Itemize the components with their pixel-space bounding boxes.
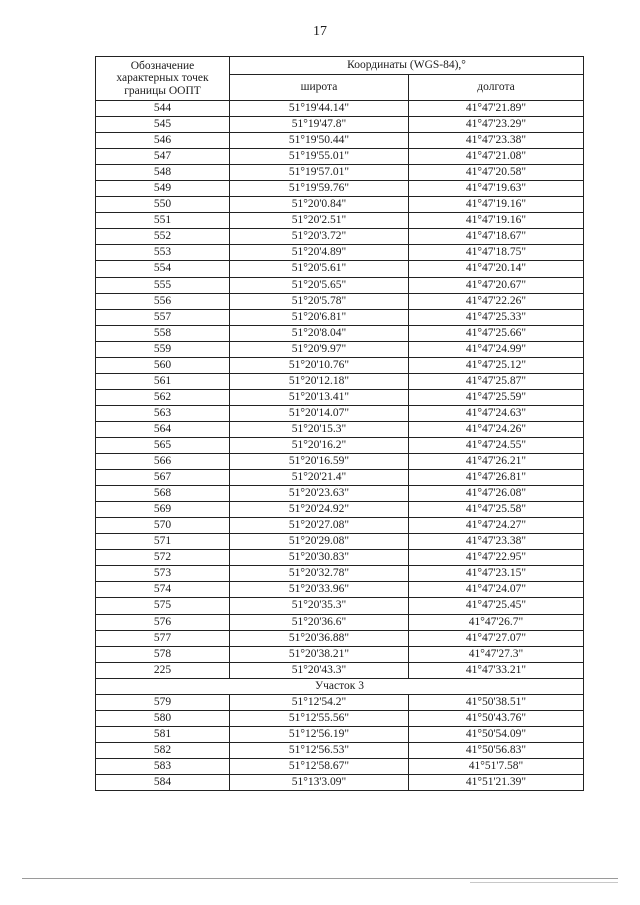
coordinates-table <box>95 56 584 791</box>
table-row <box>96 758 584 774</box>
table-row <box>96 566 584 582</box>
longitude-cell: 41°51'21.39" <box>409 774 584 790</box>
point-id-cell: 548 <box>96 165 230 181</box>
latitude-cell: 51°20'33.96" <box>230 582 409 598</box>
latitude-cell: 51°20'8.04" <box>230 325 409 341</box>
latitude-cell: 51°19'59.76" <box>230 181 409 197</box>
point-id-cell: 556 <box>96 293 230 309</box>
longitude-cell: 41°47'27.3" <box>409 646 584 662</box>
table-row <box>96 421 584 437</box>
table-row <box>96 598 584 614</box>
latitude-cell: 51°20'6.81" <box>230 309 409 325</box>
designation-header-line: границы ООПТ <box>124 84 201 97</box>
longitude-cell: 41°47'22.95" <box>409 550 584 566</box>
longitude-cell: 41°47'24.27" <box>409 518 584 534</box>
longitude-cell: 41°47'25.58" <box>409 502 584 518</box>
point-id-cell: 557 <box>96 309 230 325</box>
table-body <box>96 101 584 791</box>
table-row <box>96 389 584 405</box>
section-title: Участок 3 <box>96 678 584 694</box>
point-id-cell: 580 <box>96 710 230 726</box>
table-row <box>96 229 584 245</box>
longitude-cell: 41°47'24.99" <box>409 341 584 357</box>
point-id-cell: 583 <box>96 758 230 774</box>
latitude-cell: 51°19'57.01" <box>230 165 409 181</box>
table-row <box>96 742 584 758</box>
longitude-cell: 41°47'25.12" <box>409 357 584 373</box>
point-id-cell: 567 <box>96 470 230 486</box>
longitude-cell: 41°47'24.63" <box>409 405 584 421</box>
longitude-cell: 41°51'7.58" <box>409 758 584 774</box>
designation-header <box>96 57 230 101</box>
table-row <box>96 662 584 678</box>
table-header <box>96 57 584 101</box>
latitude-cell: 51°20'21.4" <box>230 470 409 486</box>
latitude-cell: 51°20'5.61" <box>230 261 409 277</box>
point-id-cell: 549 <box>96 181 230 197</box>
latitude-cell: 51°20'0.84" <box>230 197 409 213</box>
latitude-cell: 51°20'43.3" <box>230 662 409 678</box>
latitude-cell: 51°12'54.2" <box>230 694 409 710</box>
latitude-cell: 51°13'3.09" <box>230 774 409 790</box>
longitude-cell: 41°47'25.59" <box>409 389 584 405</box>
table-row <box>96 630 584 646</box>
latitude-cell: 51°20'32.78" <box>230 566 409 582</box>
longitude-cell: 41°47'20.58" <box>409 165 584 181</box>
longitude-cell: 41°47'21.89" <box>409 101 584 117</box>
latitude-cell: 51°20'9.97" <box>230 341 409 357</box>
latitude-cell: 51°20'29.08" <box>230 534 409 550</box>
latitude-cell: 51°20'5.65" <box>230 277 409 293</box>
point-id-cell: 570 <box>96 518 230 534</box>
table-row <box>96 550 584 566</box>
latitude-cell: 51°20'10.76" <box>230 357 409 373</box>
longitude-cell: 41°47'26.21" <box>409 454 584 470</box>
longitude-cell: 41°47'23.38" <box>409 133 584 149</box>
table-row <box>96 470 584 486</box>
latitude-cell: 51°20'38.21" <box>230 646 409 662</box>
point-id-cell: 558 <box>96 325 230 341</box>
longitude-cell: 41°50'56.83" <box>409 742 584 758</box>
table-row <box>96 197 584 213</box>
table-row <box>96 245 584 261</box>
longitude-cell: 41°50'54.09" <box>409 726 584 742</box>
point-id-cell: 579 <box>96 694 230 710</box>
header-row-group <box>96 57 584 75</box>
table-row <box>96 149 584 165</box>
point-id-cell: 577 <box>96 630 230 646</box>
latitude-cell: 51°20'35.3" <box>230 598 409 614</box>
latitude-cell: 51°20'16.59" <box>230 454 409 470</box>
table-row <box>96 181 584 197</box>
longitude-cell: 41°47'18.67" <box>409 229 584 245</box>
latitude-cell: 51°19'50.44" <box>230 133 409 149</box>
longitude-cell: 41°47'21.08" <box>409 149 584 165</box>
table-row <box>96 341 584 357</box>
point-id-cell: 546 <box>96 133 230 149</box>
point-id-cell: 569 <box>96 502 230 518</box>
longitude-cell: 41°47'18.75" <box>409 245 584 261</box>
point-id-cell: 552 <box>96 229 230 245</box>
table-row <box>96 518 584 534</box>
longitude-header: долгота <box>409 75 584 101</box>
table-row <box>96 437 584 453</box>
latitude-cell: 51°12'55.56" <box>230 710 409 726</box>
latitude-cell: 51°12'58.67" <box>230 758 409 774</box>
table-row <box>96 502 584 518</box>
point-id-cell: 563 <box>96 405 230 421</box>
latitude-cell: 51°20'13.41" <box>230 389 409 405</box>
point-id-cell: 560 <box>96 357 230 373</box>
longitude-cell: 41°47'25.33" <box>409 309 584 325</box>
point-id-cell: 225 <box>96 662 230 678</box>
point-id-cell: 553 <box>96 245 230 261</box>
longitude-cell: 41°47'23.38" <box>409 534 584 550</box>
latitude-cell: 51°20'36.88" <box>230 630 409 646</box>
latitude-cell: 51°20'14.07" <box>230 405 409 421</box>
table-row <box>96 213 584 229</box>
table-row <box>96 405 584 421</box>
table-row <box>96 309 584 325</box>
longitude-cell: 41°47'26.08" <box>409 486 584 502</box>
table-row <box>96 293 584 309</box>
point-id-cell: 554 <box>96 261 230 277</box>
point-id-cell: 573 <box>96 566 230 582</box>
latitude-cell: 51°20'2.51" <box>230 213 409 229</box>
latitude-cell: 51°20'23.63" <box>230 486 409 502</box>
longitude-cell: 41°47'24.07" <box>409 582 584 598</box>
point-id-cell: 562 <box>96 389 230 405</box>
point-id-cell: 565 <box>96 437 230 453</box>
longitude-cell: 41°47'22.26" <box>409 293 584 309</box>
latitude-cell: 51°20'4.89" <box>230 245 409 261</box>
latitude-cell: 51°20'27.08" <box>230 518 409 534</box>
latitude-header: широта <box>230 75 409 101</box>
longitude-cell: 41°47'26.7" <box>409 614 584 630</box>
latitude-cell: 51°20'15.3" <box>230 421 409 437</box>
longitude-cell: 41°47'23.29" <box>409 117 584 133</box>
longitude-cell: 41°47'24.55" <box>409 437 584 453</box>
table-row <box>96 357 584 373</box>
table-row <box>96 646 584 662</box>
point-id-cell: 545 <box>96 117 230 133</box>
longitude-cell: 41°50'38.51" <box>409 694 584 710</box>
point-id-cell: 555 <box>96 277 230 293</box>
longitude-cell: 41°47'19.16" <box>409 197 584 213</box>
latitude-cell: 51°20'3.72" <box>230 229 409 245</box>
latitude-cell: 51°20'12.18" <box>230 373 409 389</box>
coordinates-group-header: Координаты (WGS-84),° <box>230 57 584 75</box>
point-id-cell: 566 <box>96 454 230 470</box>
table-row <box>96 582 584 598</box>
longitude-cell: 41°47'27.07" <box>409 630 584 646</box>
latitude-cell: 51°19'55.01" <box>230 149 409 165</box>
designation-header-line: характерных точек <box>116 72 209 85</box>
point-id-cell: 544 <box>96 101 230 117</box>
table-row <box>96 710 584 726</box>
longitude-cell: 41°50'43.76" <box>409 710 584 726</box>
point-id-cell: 571 <box>96 534 230 550</box>
table-row <box>96 101 584 117</box>
point-id-cell: 578 <box>96 646 230 662</box>
latitude-cell: 51°19'47.8" <box>230 117 409 133</box>
table-row <box>96 325 584 341</box>
longitude-cell: 41°47'19.16" <box>409 213 584 229</box>
point-id-cell: 574 <box>96 582 230 598</box>
point-id-cell: 584 <box>96 774 230 790</box>
longitude-cell: 41°47'23.15" <box>409 566 584 582</box>
designation-header-line: Обозначение <box>130 59 195 72</box>
point-id-cell: 568 <box>96 486 230 502</box>
table-row <box>96 774 584 790</box>
table-row <box>96 133 584 149</box>
latitude-cell: 51°12'56.53" <box>230 742 409 758</box>
table-row <box>96 165 584 181</box>
latitude-cell: 51°20'5.78" <box>230 293 409 309</box>
bottom-rule-secondary <box>470 882 618 883</box>
table-row <box>96 454 584 470</box>
longitude-cell: 41°47'33.21" <box>409 662 584 678</box>
table-row <box>96 726 584 742</box>
point-id-cell: 575 <box>96 598 230 614</box>
section-row <box>96 678 584 694</box>
longitude-cell: 41°47'26.81" <box>409 470 584 486</box>
table-row <box>96 694 584 710</box>
table-row <box>96 117 584 133</box>
table-row <box>96 261 584 277</box>
latitude-cell: 51°12'56.19" <box>230 726 409 742</box>
point-id-cell: 547 <box>96 149 230 165</box>
point-id-cell: 561 <box>96 373 230 389</box>
latitude-cell: 51°20'16.2" <box>230 437 409 453</box>
table-row <box>96 373 584 389</box>
longitude-cell: 41°47'24.26" <box>409 421 584 437</box>
point-id-cell: 559 <box>96 341 230 357</box>
table-row <box>96 534 584 550</box>
longitude-cell: 41°47'19.63" <box>409 181 584 197</box>
latitude-cell: 51°20'36.6" <box>230 614 409 630</box>
latitude-cell: 51°19'44.14" <box>230 101 409 117</box>
longitude-cell: 41°47'25.66" <box>409 325 584 341</box>
longitude-cell: 41°47'25.45" <box>409 598 584 614</box>
page-number: 17 <box>313 24 327 39</box>
point-id-cell: 551 <box>96 213 230 229</box>
latitude-cell: 51°20'24.92" <box>230 502 409 518</box>
longitude-cell: 41°47'20.67" <box>409 277 584 293</box>
longitude-cell: 41°47'25.87" <box>409 373 584 389</box>
point-id-cell: 550 <box>96 197 230 213</box>
point-id-cell: 582 <box>96 742 230 758</box>
latitude-cell: 51°20'30.83" <box>230 550 409 566</box>
table-row <box>96 277 584 293</box>
point-id-cell: 572 <box>96 550 230 566</box>
table-row <box>96 486 584 502</box>
point-id-cell: 581 <box>96 726 230 742</box>
point-id-cell: 564 <box>96 421 230 437</box>
table-row <box>96 614 584 630</box>
longitude-cell: 41°47'20.14" <box>409 261 584 277</box>
bottom-rule <box>22 878 618 879</box>
point-id-cell: 576 <box>96 614 230 630</box>
